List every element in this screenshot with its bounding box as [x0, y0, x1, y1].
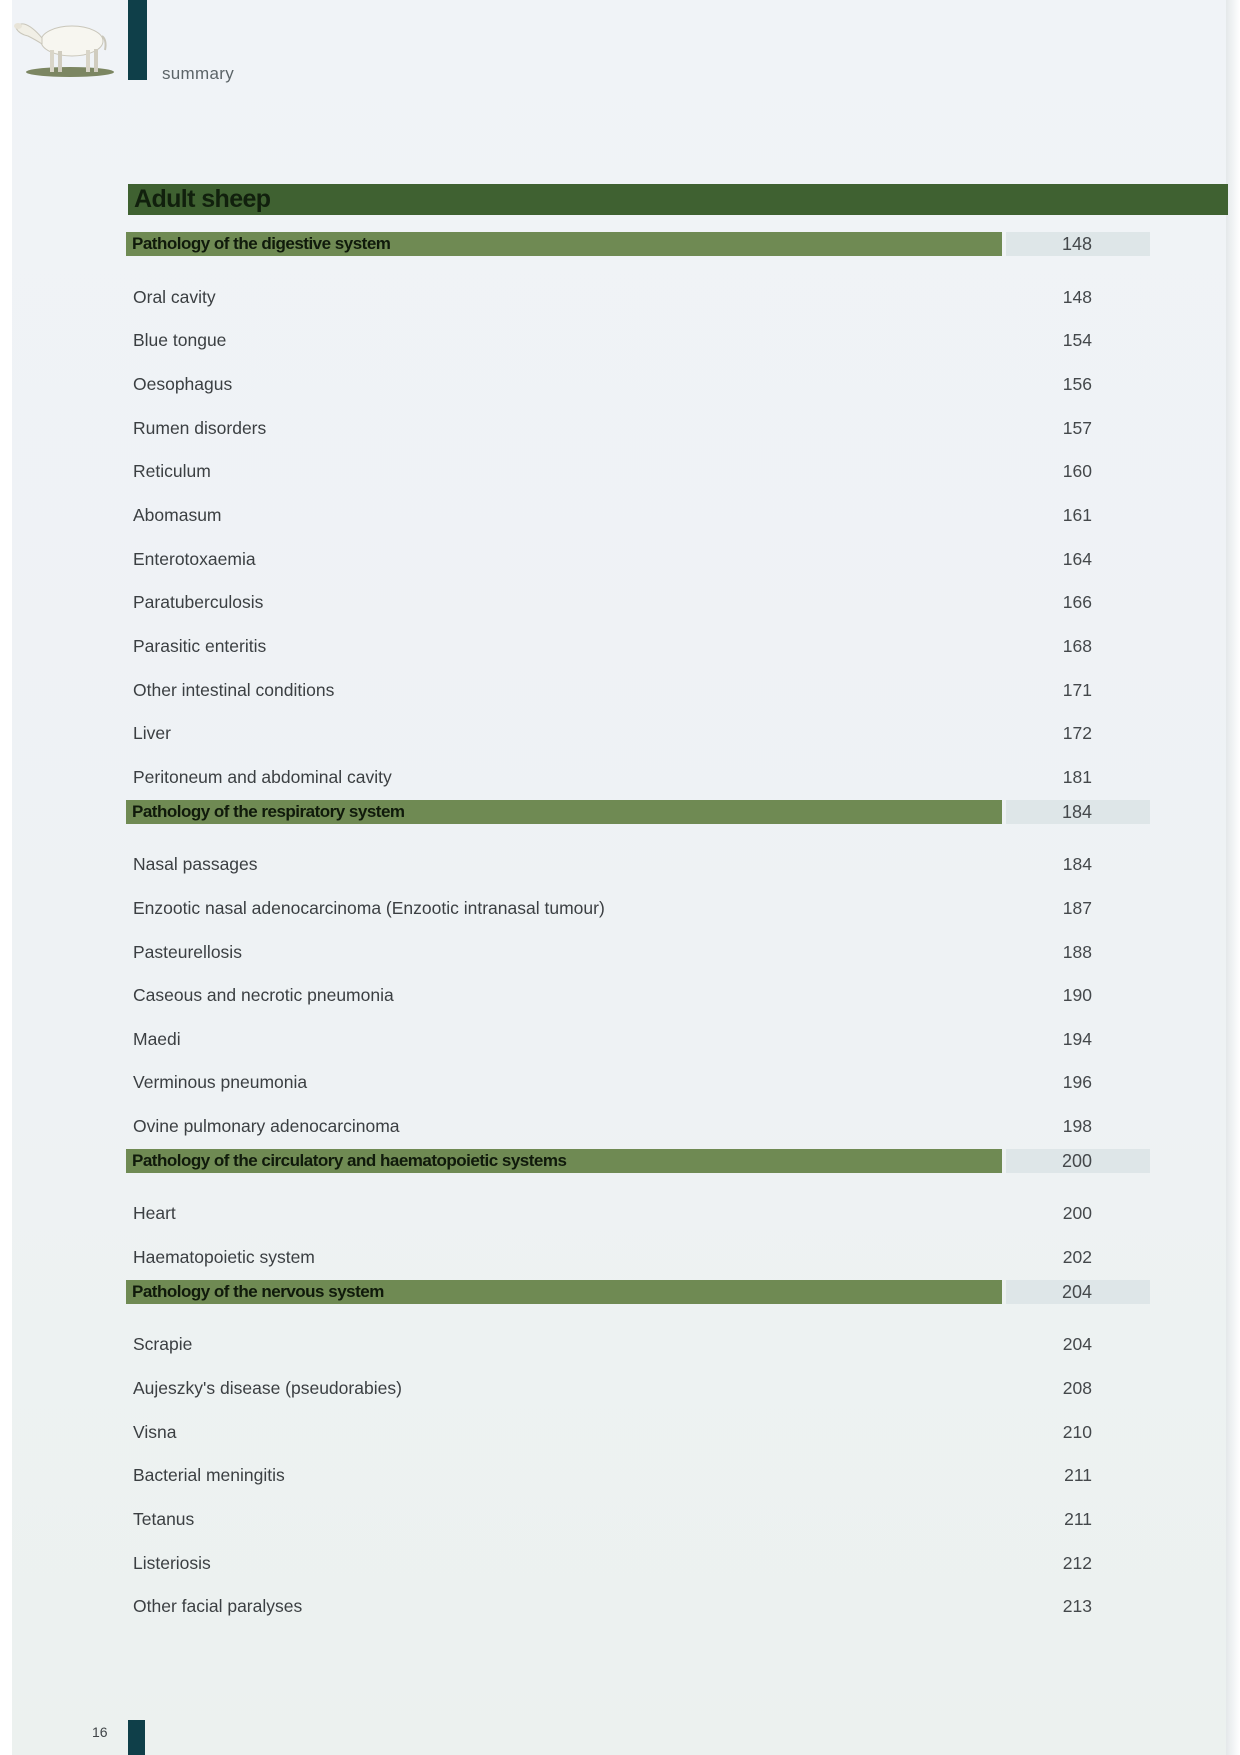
entry-page-number: 181 — [1062, 766, 1092, 787]
entry-page-number: 148 — [1062, 286, 1092, 307]
entry-title: Verminous pneumonia — [133, 1072, 308, 1093]
toc-entry-row[interactable] — [126, 1323, 1150, 1367]
entry-title: Parasitic enteritis — [133, 635, 267, 656]
toc-category-row[interactable] — [126, 800, 1150, 844]
toc-entry-row[interactable] — [126, 1192, 1150, 1236]
category-title: Pathology of the respiratory system — [126, 800, 1002, 824]
entry-page-number: 194 — [1062, 1028, 1092, 1049]
entry-title: Heart — [133, 1203, 176, 1224]
toc-entry-row[interactable] — [126, 843, 1150, 887]
toc-entry-row[interactable] — [126, 625, 1150, 669]
toc-category-row[interactable] — [126, 232, 1150, 276]
entry-title: Tetanus — [133, 1509, 195, 1530]
entry-page-number: 211 — [1064, 1509, 1092, 1530]
page-left-margin — [0, 0, 12, 1755]
entry-page-number: 204 — [1062, 1334, 1092, 1355]
entry-page-number: 161 — [1062, 504, 1092, 525]
entry-page-number: 213 — [1062, 1596, 1092, 1617]
toc-entry-row[interactable] — [126, 931, 1150, 975]
toc-entry-row[interactable] — [126, 1498, 1150, 1542]
entry-title: Aujeszky's disease (pseudorabies) — [133, 1378, 402, 1399]
toc-entry-row[interactable] — [126, 1018, 1150, 1062]
entry-page-number: 202 — [1062, 1247, 1092, 1268]
entry-page-number: 200 — [1062, 1203, 1092, 1224]
toc-entry-row[interactable] — [126, 1454, 1150, 1498]
entry-page-number: 166 — [1062, 592, 1092, 613]
entry-page-number: 188 — [1062, 941, 1092, 962]
toc-category-row[interactable] — [126, 1280, 1150, 1324]
entry-page-number: 171 — [1062, 679, 1092, 700]
toc-entry-row[interactable] — [126, 319, 1150, 363]
entry-title: Abomasum — [133, 504, 222, 525]
toc-entry-row[interactable] — [126, 887, 1150, 931]
page-number: 16 — [92, 1724, 108, 1740]
entry-title: Rumen disorders — [133, 417, 267, 438]
entry-title: Maedi — [133, 1028, 181, 1049]
category-page-number: 184 — [1061, 801, 1092, 822]
entry-page-number: 208 — [1062, 1378, 1092, 1399]
category-title: Pathology of the digestive system — [126, 232, 1002, 256]
entry-page-number: 157 — [1062, 417, 1092, 438]
entry-title: Oesophagus — [133, 373, 233, 394]
entry-title: Other intestinal conditions — [133, 679, 335, 700]
entry-title: Other facial paralyses — [133, 1596, 303, 1617]
entry-title: Enterotoxaemia — [133, 548, 256, 569]
category-title: Pathology of the circulatory and haematopoietic systems — [126, 1149, 1002, 1173]
toc-entry-row[interactable] — [126, 1236, 1150, 1280]
entry-page-number: 168 — [1062, 635, 1092, 656]
toc-entry-row[interactable] — [126, 581, 1150, 625]
toc-category-row[interactable] — [126, 1149, 1150, 1193]
entry-title: Blue tongue — [133, 330, 227, 351]
entry-page-number: 164 — [1062, 548, 1092, 569]
entry-title: Nasal passages — [133, 854, 258, 875]
toc-entry-row[interactable] — [126, 1061, 1150, 1105]
category-title: Pathology of the nervous system — [126, 1280, 1002, 1304]
entry-title: Peritoneum and abdominal cavity — [133, 766, 392, 787]
entry-title: Reticulum — [133, 461, 211, 482]
category-page-number: 148 — [1061, 234, 1092, 254]
entry-page-number: 187 — [1062, 897, 1092, 918]
entry-title: Caseous and necrotic pneumonia — [133, 985, 394, 1006]
entry-page-number: 172 — [1062, 723, 1092, 744]
entry-title: Pasteurellosis — [133, 941, 242, 962]
entry-title: Paratuberculosis — [133, 592, 264, 613]
toc-entry-row[interactable] — [126, 974, 1150, 1018]
entry-title: Visna — [133, 1421, 177, 1442]
entry-page-number: 196 — [1062, 1072, 1092, 1093]
page-right-edge — [1226, 0, 1240, 1755]
entry-page-number: 156 — [1062, 373, 1092, 394]
entry-title: Ovine pulmonary adenocarcinoma — [133, 1116, 400, 1137]
entry-title: Haematopoietic system — [133, 1247, 315, 1268]
sheep-illustration — [10, 8, 120, 80]
toc-entry-row[interactable] — [126, 1367, 1150, 1411]
chapter-title: Adult sheep — [128, 184, 1228, 215]
toc-entry-row[interactable] — [126, 407, 1150, 451]
toc-entry-row[interactable] — [126, 1411, 1150, 1455]
entry-page-number: 160 — [1062, 461, 1092, 482]
entry-title: Liver — [133, 723, 171, 744]
entry-title: Scrapie — [133, 1334, 193, 1355]
bottom-accent-bar — [128, 1720, 145, 1755]
entry-title: Enzootic nasal adenocarcinoma (Enzootic intranasal tumour) — [133, 897, 605, 918]
table-of-contents — [126, 232, 1150, 1629]
toc-entry-row[interactable] — [126, 669, 1150, 713]
entry-title: Listeriosis — [133, 1552, 211, 1573]
toc-entry-row[interactable] — [126, 494, 1150, 538]
entry-title: Oral cavity — [133, 286, 216, 307]
toc-entry-row[interactable] — [126, 450, 1150, 494]
toc-entry-row[interactable] — [126, 1585, 1150, 1629]
toc-entry-row[interactable] — [126, 363, 1150, 407]
entry-page-number: 184 — [1062, 854, 1092, 875]
entry-page-number: 190 — [1062, 985, 1092, 1006]
entry-page-number: 154 — [1062, 330, 1092, 351]
toc-entry-row[interactable] — [126, 1542, 1150, 1586]
section-label: summary — [162, 64, 234, 83]
category-page-number: 204 — [1061, 1281, 1092, 1302]
entry-page-number: 198 — [1062, 1116, 1092, 1137]
category-page-number: 200 — [1061, 1150, 1092, 1171]
toc-entry-row[interactable] — [126, 756, 1150, 800]
entry-page-number: 210 — [1062, 1421, 1092, 1442]
top-accent-bar — [128, 0, 147, 80]
entry-title: Bacterial meningitis — [133, 1465, 285, 1486]
toc-entry-row[interactable] — [126, 712, 1150, 756]
toc-entry-row[interactable] — [126, 538, 1150, 582]
toc-entry-row[interactable] — [126, 1105, 1150, 1149]
entry-page-number: 211 — [1064, 1465, 1092, 1486]
entry-page-number: 212 — [1062, 1552, 1092, 1573]
toc-entry-row[interactable] — [126, 276, 1150, 320]
